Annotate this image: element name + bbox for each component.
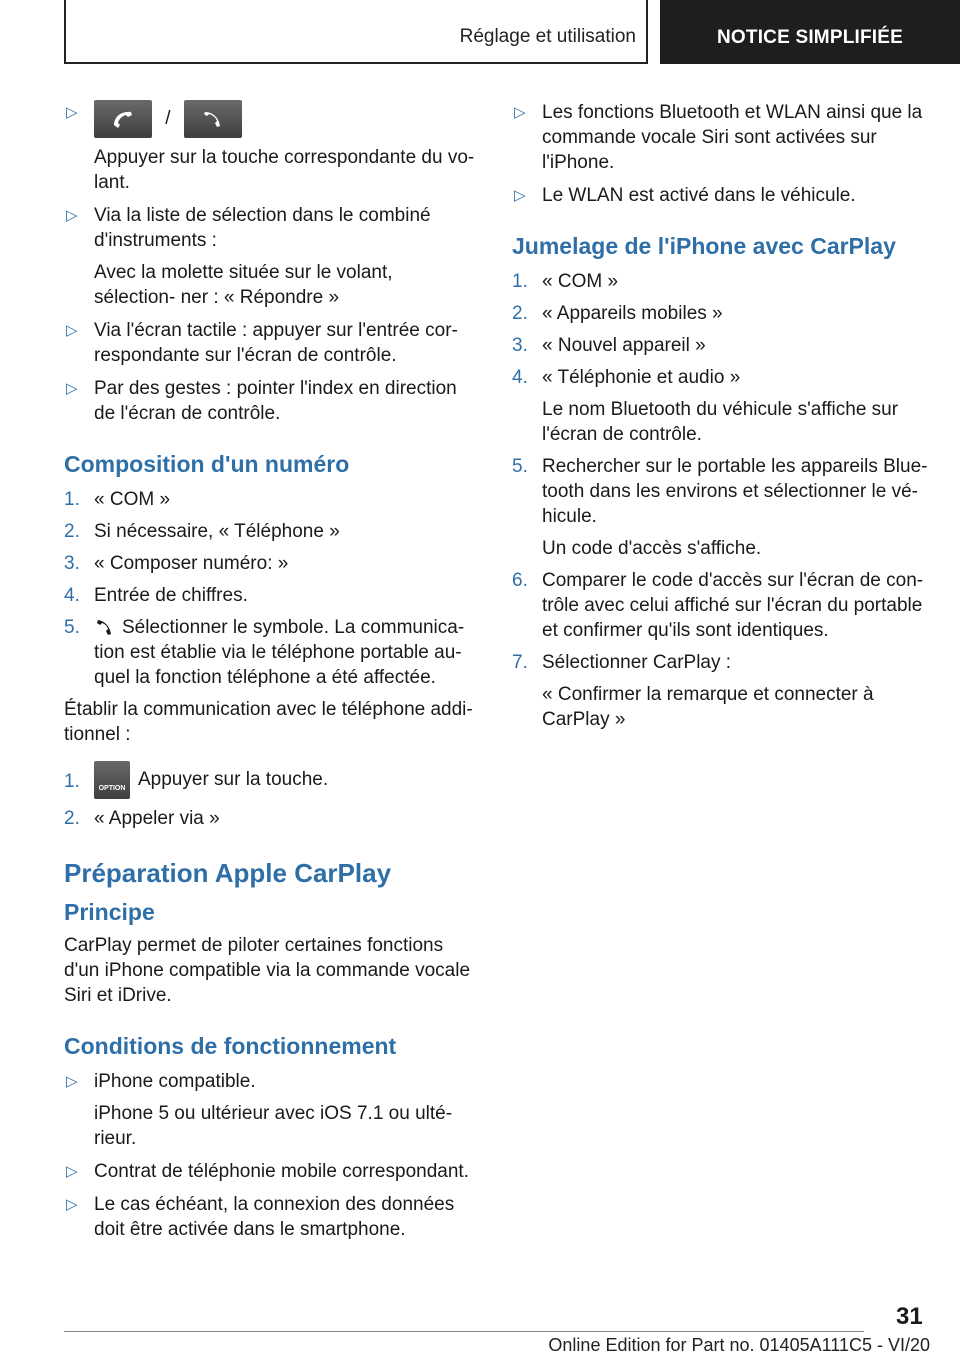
paragraph: CarPlay permet de piloter certaines fonctions d'un iPhone compatible via la commande vocale Siri et iDrive. <box>64 935 471 1006</box>
numbered-item: 4. Entrée de chiffres. <box>64 585 248 606</box>
bullet-item: ▷ Contrat de téléphonie mobile correspondant. <box>66 1161 469 1182</box>
header-box <box>64 0 648 64</box>
numbered-item: 3. « Composer numéro: » <box>64 553 289 574</box>
bullet-item: ▷ Le cas échéant, la connexion des données doit être activée dans le smartphone. <box>66 1194 455 1240</box>
numbered-item: 2. « Appeler via » <box>64 808 220 829</box>
triangle-bullet-icon: ▷ <box>514 104 526 121</box>
triangle-bullet-icon: ▷ <box>66 104 78 121</box>
triangle-bullet-icon: ▷ <box>514 187 526 204</box>
triangle-bullet-icon: ▷ <box>66 322 78 339</box>
paragraph: Établir la communication avec le téléphone addi‐ tionnel : <box>64 699 473 745</box>
phone-accept-button-icon <box>94 100 152 138</box>
numbered-item: 3. « Nouvel appareil » <box>512 335 706 356</box>
right-column <box>512 100 932 739</box>
bullet-item <box>64 203 476 310</box>
numbered-item: 5. Sélectionner le symbole. La communica‐ tion est établie via le téléphone portable au‐ quel la fonction téléphone a été affectée. <box>64 617 465 688</box>
numbered-item: 5. Rechercher sur le portable les appareils Blue‐ tooth dans les environs et sélectionner le vé‐ hicule. Un code d'accès s'affiche. <box>512 456 928 559</box>
numbered-item: 1. OPTION Appuyer sur la touche. <box>64 761 476 799</box>
triangle-bullet-icon: ▷ <box>66 380 78 397</box>
triangle-bullet-icon: ▷ <box>66 1196 78 1213</box>
phone-end-button-icon <box>184 100 242 138</box>
numbered-item: 1. « COM » <box>64 489 171 510</box>
bullet-text: Via la liste de sélection dans le combiné d'instruments : <box>94 205 431 251</box>
phone-handset-icon <box>94 618 114 638</box>
bullet-item: ▷ Les fonctions Bluetooth et WLAN ainsi que la commande vocale Siri sont activées sur l'iPhone. <box>514 102 923 173</box>
numbered-item: 7. Sélectionner CarPlay : « Confirmer la remarque et connecter à CarPlay » <box>512 652 874 730</box>
bullet-item: ▷ Le WLAN est activé dans le véhicule. <box>514 185 856 206</box>
numbered-item: 2. Si nécessaire, « Téléphone » <box>64 521 340 542</box>
triangle-bullet-icon: ▷ <box>66 1073 78 1090</box>
bullet-text: Via l'écran tactile : appuyer sur l'entrée cor‐ respondante sur l'écran de contrôle. <box>94 320 458 366</box>
page-number: 31 <box>896 1303 923 1330</box>
header-tab: NOTICE SIMPLIFIÉE <box>660 0 960 64</box>
bullet-item <box>64 318 476 368</box>
section-heading-pairing: Jumelage de l'iPhone avec CarPlay <box>512 233 896 259</box>
section-heading-compose: Composition d'un numéro <box>64 451 350 477</box>
header-section-title: Réglage et utilisation <box>459 26 636 47</box>
bullet-subtext: Avec la molette située sur le volant, sélection‐ ner : « Répondre » <box>94 262 393 308</box>
left-column <box>64 100 476 1250</box>
bullet-text: Par des gestes : pointer l'index en direction de l'écran de contrôle. <box>94 378 457 424</box>
footer-edition: Online Edition for Part no. 01405A111C5 - VI/20 <box>548 1335 930 1355</box>
option-button-icon: OPTION <box>94 761 130 799</box>
subheading-principe: Principe <box>64 899 155 925</box>
bullet-item <box>64 100 476 195</box>
numbered-item: 1. « COM » <box>512 271 619 292</box>
section-heading-conditions: Conditions de fonctionnement <box>64 1033 397 1059</box>
chapter-heading-carplay: Préparation Apple CarPlay <box>64 858 392 888</box>
bullet-text: Appuyer sur la touche correspondante du vo‐ lant. <box>94 147 475 193</box>
bullet-item <box>64 376 476 426</box>
numbered-item: 2. « Appareils mobiles » <box>512 303 723 324</box>
bullet-item: ▷ iPhone compatible. iPhone 5 ou ultérieur avec iOS 7.1 ou ulté‐ rieur. <box>66 1071 453 1149</box>
button-separator: / <box>165 108 171 130</box>
triangle-bullet-icon: ▷ <box>66 207 78 224</box>
triangle-bullet-icon: ▷ <box>66 1163 78 1180</box>
numbered-item: 6. Comparer le code d'accès sur l'écran de con‐ trôle avec celui affiché sur l'écran du portable et confirmer qu'ils sont identiques. <box>512 570 924 641</box>
numbered-item: 4. « Téléphonie et audio » Le nom Bluetooth du véhicule s'affiche sur l'écran de contrôle. <box>512 367 899 445</box>
footer-divider <box>64 1331 864 1332</box>
